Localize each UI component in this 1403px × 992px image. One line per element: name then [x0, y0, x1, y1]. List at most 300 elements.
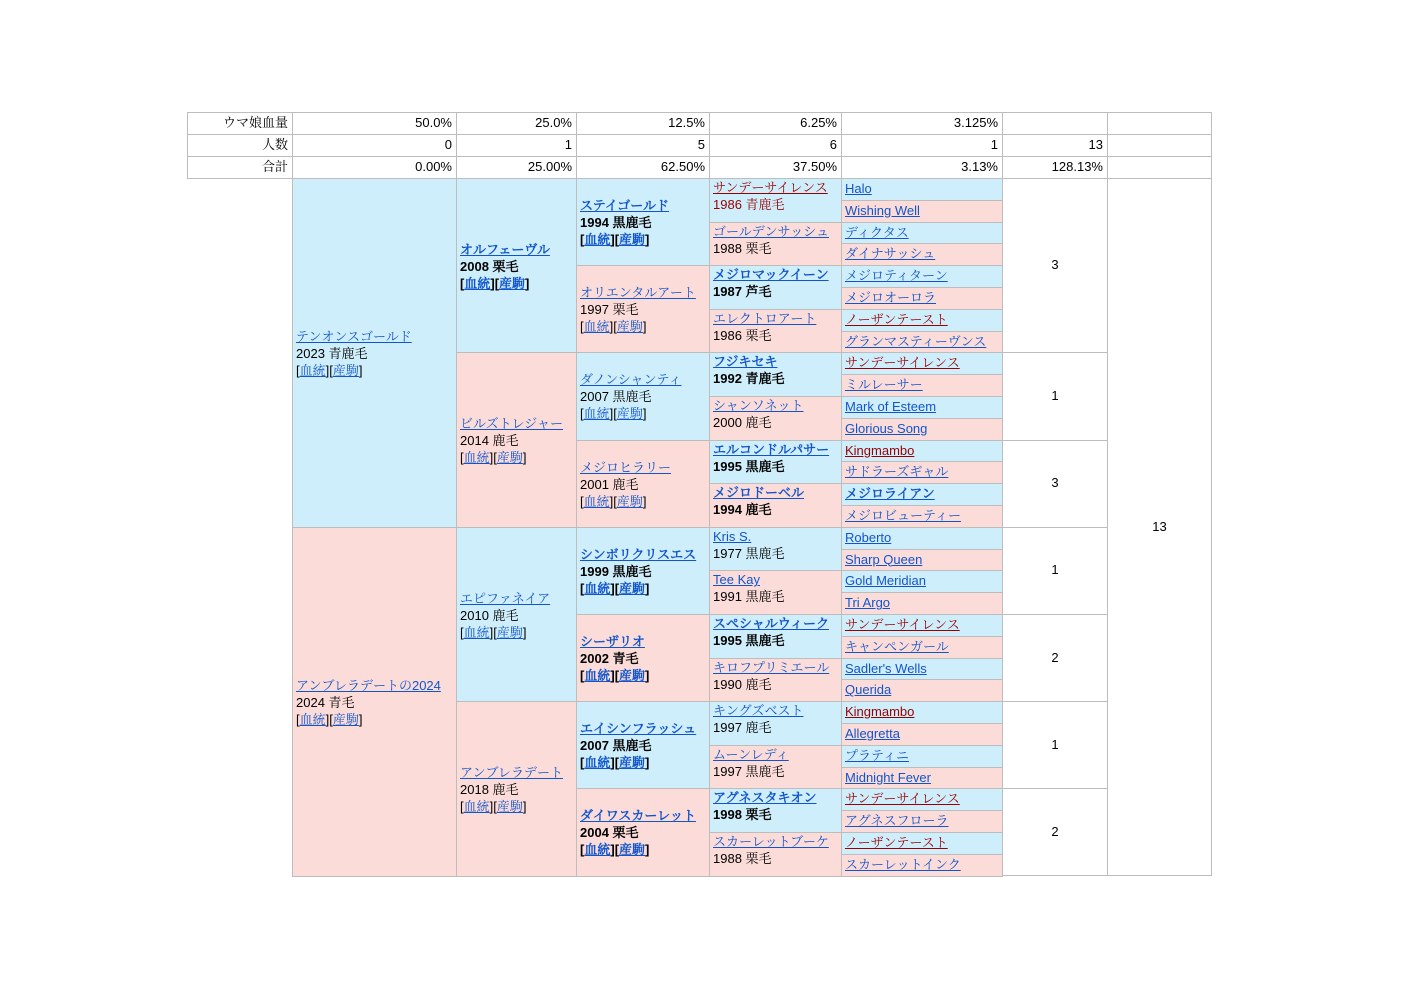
- horse-entry: [580, 546, 696, 597]
- horse-name-link[interactable]: サンデーサイレンス: [713, 180, 828, 195]
- horse-links-line: [580, 318, 696, 335]
- horse-name-link[interactable]: エピファネイア: [460, 590, 551, 606]
- grid-line-h: [841, 505, 1003, 506]
- horse-entry: [713, 528, 785, 562]
- grid-line-h: [841, 832, 1003, 833]
- horse-info-line: [713, 240, 829, 257]
- horse-info-line: [713, 501, 804, 518]
- horse-entry: [713, 310, 816, 344]
- total-count-cell: 13: [1152, 518, 1167, 534]
- ancestor-name-link[interactable]: メジロティターン: [845, 268, 948, 284]
- ancestor-name-link[interactable]: Kingmambo: [845, 704, 915, 720]
- horse-name-link[interactable]: アンブレラデート: [460, 765, 563, 781]
- summary-value-cell: 13: [1088, 137, 1103, 152]
- horse-info-line: [713, 719, 803, 736]
- horse-info-line: [713, 806, 816, 823]
- horse-name-link[interactable]: キングズベスト: [713, 703, 804, 719]
- horse-name-link[interactable]: ダイワスカーレット: [580, 808, 696, 824]
- ancestor-name-link[interactable]: メジロオーロラ: [845, 290, 937, 305]
- horse-entry: [713, 833, 829, 867]
- grid-line-h: [456, 178, 577, 179]
- horse-entry: [580, 284, 696, 335]
- ancestor-name-link[interactable]: プラティニ: [845, 747, 909, 763]
- horse-links-line: [460, 449, 563, 466]
- grid-line-v: [576, 112, 577, 179]
- ancestor-name-link[interactable]: ディクタス: [845, 224, 909, 240]
- horse-name-line: [713, 789, 816, 806]
- bracket: ]: [522, 799, 527, 815]
- horse-name-link[interactable]: Kris S.: [713, 528, 752, 544]
- grid-line-h: [709, 352, 842, 353]
- grid-line-v: [841, 178, 842, 876]
- ancestor-name-link[interactable]: サドラーズギャル: [845, 464, 949, 480]
- ancestor-name-link[interactable]: ダイナサッシュ: [845, 246, 936, 262]
- summary-value-cell: 25.00%: [527, 159, 572, 174]
- horse-name-link[interactable]: スペシャルウィーク: [713, 616, 829, 631]
- horse-entry: [296, 677, 441, 728]
- gen4-horse-cell: [710, 310, 841, 353]
- ancestor-name-link[interactable]: Halo: [845, 181, 872, 196]
- horse-name-link[interactable]: エルコンドルパサー: [713, 441, 830, 457]
- bracket: ]: [645, 668, 650, 683]
- grid-line-h: [709, 876, 842, 877]
- horse-links-line: [296, 711, 441, 728]
- pedigree-link[interactable]: 血統: [463, 799, 490, 815]
- grid-line-h: [456, 876, 577, 877]
- bracket: ]: [642, 406, 647, 422]
- summary-value-cell: 128.13%: [1051, 159, 1103, 174]
- grid-line-h: [841, 527, 1003, 528]
- grid-line-h: [292, 876, 457, 877]
- grid-line-h: [1107, 178, 1212, 179]
- grid-line-h: [576, 527, 710, 528]
- horse-info-line: [580, 824, 696, 841]
- pedigree-link[interactable]: 血統: [584, 668, 611, 683]
- grid-line-h: [841, 178, 1003, 179]
- gen5-horse-cell: [842, 615, 1002, 636]
- gen5-horse-cell: [842, 288, 1002, 309]
- offspring-link[interactable]: 産駒: [619, 668, 646, 683]
- horse-name-link[interactable]: メジロヒラリー: [580, 459, 672, 475]
- bracket: ][: [489, 450, 497, 466]
- gen5-horse-cell: [842, 550, 1002, 571]
- ancestor-name-link[interactable]: Kingmambo: [845, 442, 915, 458]
- bracket: [: [580, 842, 585, 858]
- grid-line-h: [841, 701, 1003, 702]
- grid-line-h: [576, 701, 710, 702]
- horse-year-color: 1999 黒鹿毛: [580, 563, 652, 579]
- horse-name-link[interactable]: シャンソネット: [713, 398, 804, 413]
- horse-name-link[interactable]: アグネスタキオン: [713, 790, 817, 806]
- horse-name-line: [580, 807, 696, 824]
- horse-info-line: [713, 370, 785, 387]
- ancestor-name-link[interactable]: グランマスティーヴンス: [845, 333, 987, 349]
- bracket: [: [460, 276, 465, 291]
- horse-links-line: [580, 754, 696, 771]
- ancestor-name-link[interactable]: Gold Meridian: [845, 573, 926, 589]
- pedigree-link[interactable]: 血統: [583, 319, 610, 335]
- horse-name-line: [580, 459, 671, 476]
- grid-line-h: [1002, 527, 1108, 528]
- ancestor-name-link[interactable]: Glorious Song: [845, 420, 928, 436]
- bracket: ]: [645, 232, 650, 247]
- horse-name-link[interactable]: ビルズトレジャー: [460, 416, 564, 432]
- grid-line-h: [841, 243, 1003, 244]
- horse-entry: [296, 328, 412, 379]
- bracket: [: [580, 493, 584, 509]
- horse-year-color: 1997 黒鹿毛: [713, 763, 785, 779]
- pedigree-link[interactable]: 血統: [583, 406, 610, 422]
- summary-value-cell: 25.0%: [535, 115, 572, 130]
- horse-links-line: [460, 798, 563, 815]
- horse-year-color: 2010 鹿毛: [460, 607, 519, 623]
- gen3-horse-cell: [577, 441, 709, 527]
- ancestor-name-link[interactable]: Tri Argo: [845, 595, 891, 611]
- gen5-horse-cell: [842, 571, 1002, 592]
- gen5-horse-cell: [842, 441, 1002, 462]
- ancestor-name-link[interactable]: Sharp Queen: [845, 551, 923, 567]
- pedigree-link[interactable]: 血統: [463, 450, 490, 466]
- horse-entry: [713, 615, 829, 649]
- offspring-link[interactable]: 産駒: [496, 799, 523, 815]
- bracket: ][: [610, 580, 620, 596]
- offspring-link[interactable]: 産駒: [619, 232, 646, 247]
- summary-value-cell: 6.25%: [800, 115, 837, 130]
- horse-year-color: 2000 鹿毛: [713, 415, 772, 430]
- horse-name-line: [460, 764, 563, 781]
- horse-name-link[interactable]: メジロドーベル: [713, 485, 805, 501]
- horse-name-line: [580, 197, 669, 214]
- horse-name-link[interactable]: テンオンスゴールド: [296, 329, 412, 344]
- pedigree-link[interactable]: 血統: [464, 276, 491, 291]
- ancestor-name-link[interactable]: Sadler's Wells: [845, 660, 927, 676]
- ancestor-name-link[interactable]: Midnight Fever: [845, 769, 931, 785]
- pedigree-link[interactable]: 血統: [584, 755, 611, 771]
- ancestor-name-link[interactable]: Wishing Well: [845, 202, 920, 218]
- offspring-link[interactable]: 産駒: [616, 493, 643, 509]
- grid-line-v: [292, 112, 293, 179]
- grid-line-h: [1002, 352, 1108, 353]
- horse-name-link[interactable]: エイシンフラッシュ: [580, 721, 697, 737]
- grid-line-h: [841, 483, 1003, 484]
- grid-line-h: [841, 767, 1003, 768]
- gen5-horse-cell: [842, 201, 1002, 222]
- ancestor-name-link[interactable]: メジロライアン: [845, 486, 935, 502]
- summary-value-cell: 50.0%: [415, 115, 452, 130]
- horse-year-color: 1997 鹿毛: [713, 720, 772, 736]
- horse-name-line: [713, 353, 785, 370]
- ancestor-name-link[interactable]: ミルレーサー: [845, 377, 923, 393]
- horse-name-line: [713, 571, 785, 588]
- grid-line-h: [709, 658, 842, 659]
- horse-info-line: [580, 650, 649, 667]
- grid-line-h: [709, 570, 842, 571]
- horse-name-link[interactable]: ステイゴールド: [580, 198, 670, 213]
- gen4-horse-cell: [710, 615, 841, 658]
- grid-line-h: [709, 788, 842, 789]
- horse-name-line: [460, 415, 563, 432]
- ancestor-name-link[interactable]: キャンペンガール: [845, 638, 949, 654]
- horse-info-line: [713, 676, 829, 693]
- horse-name-line: [713, 746, 789, 763]
- horse-year-color: 1986 青鹿毛: [713, 197, 785, 212]
- horse-entry: [580, 720, 696, 771]
- ancestor-name-link[interactable]: Mark of Esteem: [845, 399, 937, 414]
- bracket: ][: [325, 363, 333, 378]
- grid-line-h: [576, 178, 710, 179]
- grid-line-h: [292, 178, 457, 179]
- bracket: ]: [645, 580, 650, 596]
- ancestor-name-link[interactable]: サンデーサイレンス: [845, 617, 960, 632]
- horse-name-link[interactable]: フジキセキ: [713, 354, 778, 370]
- horse-name-link[interactable]: ゴールデンサッシュ: [713, 223, 829, 239]
- horse-name-line: [713, 266, 829, 283]
- gen5-horse-cell: [842, 179, 1002, 200]
- bracket: ][: [610, 668, 620, 683]
- pedigree-link[interactable]: 血統: [463, 624, 490, 640]
- gen5-horse-cell: [842, 659, 1002, 680]
- grid-line-h: [841, 788, 1003, 789]
- gen5-horse-cell: [842, 724, 1002, 745]
- horse-links-line: [580, 580, 696, 597]
- grid-line-h: [841, 309, 1003, 310]
- gen5-horse-cell: [842, 375, 1002, 396]
- horse-name-link[interactable]: アンブレラデートの2024: [296, 677, 441, 693]
- pedigree-link[interactable]: 血統: [299, 363, 326, 378]
- horse-name-link[interactable]: エレクトロアート: [713, 310, 817, 326]
- ancestor-name-link[interactable]: サンデーサイレンス: [845, 355, 960, 371]
- grid-line-h: [841, 723, 1003, 724]
- horse-year-color: 1995 黒鹿毛: [713, 633, 785, 648]
- grid-line-h: [187, 112, 1212, 113]
- offspring-link[interactable]: 産駒: [332, 711, 359, 727]
- offspring-link[interactable]: 産駒: [499, 276, 526, 291]
- grid-line-h: [841, 374, 1003, 375]
- grid-line-h: [709, 440, 842, 441]
- uma-count-cell: 3: [1051, 475, 1059, 491]
- gen2-horse-cell: [457, 702, 576, 875]
- grid-line-h: [841, 331, 1003, 332]
- ancestor-name-link[interactable]: アグネスフローラ: [845, 813, 949, 829]
- gen5-horse-cell: [842, 397, 1002, 418]
- horse-year-color: 1997 栗毛: [580, 302, 639, 318]
- horse-entry: [713, 702, 803, 736]
- grid-line-h: [1002, 178, 1108, 179]
- gen4-horse-cell: [710, 571, 841, 614]
- offspring-link[interactable]: 産駒: [496, 624, 523, 640]
- offspring-link[interactable]: 産駒: [619, 755, 646, 771]
- grid-line-v: [1002, 178, 1003, 876]
- grid-line-v: [576, 178, 577, 876]
- summary-value-cell: 62.50%: [660, 159, 705, 174]
- bracket: ]: [642, 319, 647, 335]
- gen4-horse-cell: [710, 223, 841, 266]
- horse-year-color: 2002 青毛: [580, 651, 639, 666]
- ancestor-name-link[interactable]: サンデーサイレンス: [845, 791, 960, 807]
- gen5-horse-cell: [842, 680, 1002, 701]
- summary-row-label: ウマ娘血量: [222, 115, 288, 130]
- grid-line-v: [1211, 112, 1212, 179]
- gen5-horse-cell: [842, 332, 1002, 353]
- horse-name-link[interactable]: ダノンシャンティ: [580, 372, 682, 388]
- horse-year-color: 2024 青毛: [296, 694, 355, 710]
- horse-name-line: [713, 833, 829, 850]
- grid-line-h: [709, 832, 842, 833]
- horse-name-line: [713, 528, 785, 545]
- bracket: [: [580, 755, 585, 771]
- horse-name-link[interactable]: ムーンレディ: [713, 746, 789, 762]
- horse-name-link[interactable]: メジロマックイーン: [713, 267, 829, 283]
- grid-line-v: [187, 112, 188, 179]
- bracket: ]: [358, 711, 363, 727]
- bracket: ][: [609, 406, 617, 422]
- bracket: ]: [525, 276, 530, 291]
- grid-line-h: [841, 396, 1003, 397]
- bracket: [: [580, 319, 584, 335]
- gen3-horse-cell: [577, 353, 709, 439]
- horse-entry: [460, 590, 550, 641]
- horse-name-line: [580, 371, 681, 388]
- summary-value-cell: 12.5%: [668, 115, 705, 130]
- grid-line-v: [841, 112, 842, 179]
- horse-year-color: 1991 黒鹿毛: [713, 589, 785, 605]
- horse-info-line: [713, 545, 785, 562]
- pedigree-link[interactable]: 血統: [583, 493, 610, 509]
- grid-line-h: [1002, 701, 1108, 702]
- gen5-horse-cell: [842, 310, 1002, 331]
- grid-line-h: [1002, 788, 1108, 789]
- grid-line-v: [709, 112, 710, 179]
- horse-year-color: 1995 黒鹿毛: [713, 458, 785, 474]
- ancestor-name-link[interactable]: ノーザンテースト: [845, 835, 948, 850]
- grid-line-v: [1002, 112, 1003, 179]
- horse-entry: [460, 415, 563, 466]
- horse-entry: [580, 197, 669, 248]
- horse-name-line: [713, 223, 829, 240]
- grid-line-h: [187, 134, 1212, 135]
- horse-name-line: [713, 310, 816, 327]
- ancestor-name-link[interactable]: Allegretta: [845, 726, 900, 741]
- horse-year-color: 1988 栗毛: [713, 240, 772, 256]
- bracket: ][: [325, 711, 333, 727]
- horse-entry: [580, 807, 696, 858]
- bracket: ][: [490, 276, 500, 291]
- gen5-horse-cell: [842, 593, 1002, 614]
- ancestor-name-link[interactable]: メジロビューティー: [845, 508, 961, 523]
- horse-year-color: 2008 栗毛: [460, 259, 519, 274]
- grid-line-h: [456, 527, 577, 528]
- grid-line-h: [1002, 440, 1108, 441]
- horse-info-line: [580, 476, 671, 493]
- summary-value-cell: 6: [829, 137, 837, 152]
- grid-line-h: [1107, 875, 1212, 876]
- bracket: [: [296, 711, 300, 727]
- gen2-horse-cell: [457, 179, 576, 352]
- offspring-link[interactable]: 産駒: [496, 450, 523, 466]
- horse-name-link[interactable]: オリエンタルアート: [580, 285, 696, 301]
- horse-name-line: [713, 441, 829, 458]
- grid-line-h: [576, 440, 710, 441]
- horse-info-line: [713, 327, 816, 344]
- bracket: ]: [642, 493, 647, 509]
- ancestor-name-link[interactable]: Querida: [845, 682, 892, 698]
- pedigree-link[interactable]: 血統: [299, 711, 326, 727]
- horse-info-line: [460, 781, 563, 798]
- gen4-horse-cell: [710, 441, 841, 484]
- grid-line-h: [841, 614, 1003, 615]
- horse-info-line: [580, 563, 696, 580]
- horse-name-line: [460, 590, 550, 607]
- offspring-link[interactable]: 産駒: [332, 363, 359, 378]
- horse-name-link[interactable]: スカーレットブーケ: [713, 834, 829, 849]
- ancestor-name-link[interactable]: スカーレットインク: [845, 856, 961, 872]
- grid-line-v: [1107, 112, 1108, 179]
- ancestor-name-link[interactable]: ノーザンテースト: [845, 311, 948, 327]
- gen5-horse-cell: [842, 528, 1002, 549]
- offspring-link[interactable]: 産駒: [619, 842, 646, 858]
- gen1-horse-cell: [293, 528, 456, 876]
- horse-name-line: [713, 702, 803, 719]
- horse-links-line: [580, 405, 681, 422]
- pedigree-link[interactable]: 血統: [584, 580, 611, 596]
- horse-links-line: [580, 231, 669, 248]
- bracket: ]: [645, 842, 650, 858]
- gen4-horse-cell: [710, 833, 841, 876]
- horse-entry: [713, 484, 804, 518]
- pedigree-link[interactable]: 血統: [584, 232, 611, 247]
- grid-line-h: [841, 352, 1003, 353]
- horse-entry: [580, 459, 671, 510]
- uma-count-cell: 2: [1051, 824, 1059, 839]
- grid-line-v: [1107, 178, 1108, 876]
- horse-links-line: [296, 362, 412, 379]
- horse-name-line: [580, 720, 696, 737]
- offspring-link[interactable]: 産駒: [619, 580, 646, 596]
- offspring-link[interactable]: 産駒: [616, 319, 643, 335]
- gen4-horse-cell: [710, 266, 841, 309]
- bracket: ][: [610, 755, 620, 771]
- pedigree-link[interactable]: 血統: [584, 842, 611, 858]
- horse-year-color: 1992 青鹿毛: [713, 371, 785, 387]
- horse-entry: [713, 397, 803, 431]
- horse-entry: [713, 223, 829, 257]
- gen5-horse-cell: [842, 266, 1002, 287]
- offspring-link[interactable]: 産駒: [616, 406, 643, 422]
- horse-name-link[interactable]: シーザリオ: [580, 634, 645, 649]
- horse-info-line: [713, 414, 803, 431]
- horse-info-line: [713, 850, 829, 867]
- gen1-horse-cell: [293, 179, 456, 527]
- bracket: ][: [609, 493, 617, 509]
- uma-count-cell: 2: [1051, 649, 1059, 665]
- horse-info-line: [580, 301, 696, 318]
- grid-line-h: [456, 701, 577, 702]
- horse-name-link[interactable]: キロフプリミエール: [713, 659, 830, 675]
- horse-name-line: [580, 284, 696, 301]
- summary-value-cell: 37.50%: [792, 159, 837, 174]
- horse-info-line: [296, 345, 412, 362]
- summary-value-cell: [1108, 158, 1207, 176]
- horse-name-link[interactable]: Tee Kay: [713, 572, 760, 588]
- grid-line-h: [841, 658, 1003, 659]
- horse-name-link[interactable]: オルフェーヴル: [460, 242, 550, 257]
- horse-entry: [713, 441, 829, 475]
- ancestor-name-link[interactable]: Roberto: [845, 529, 892, 545]
- grid-line-h: [841, 440, 1003, 441]
- grid-line-h: [841, 592, 1003, 593]
- horse-entry: [713, 659, 829, 693]
- horse-name-link[interactable]: シンボリクリスエス: [580, 546, 697, 562]
